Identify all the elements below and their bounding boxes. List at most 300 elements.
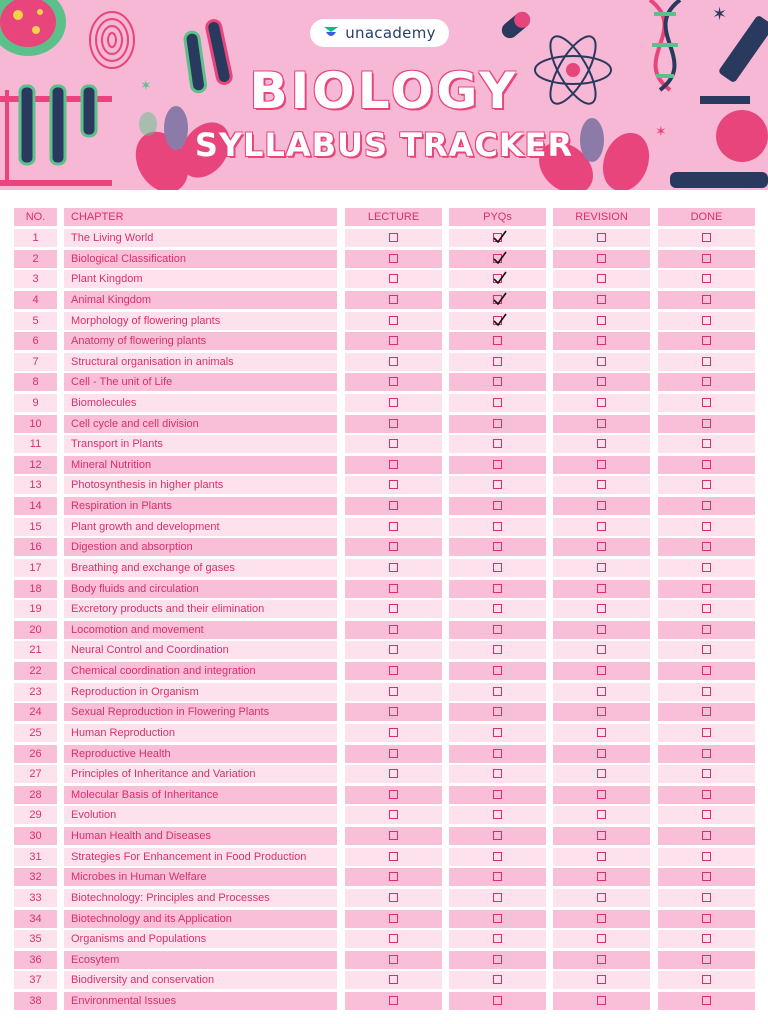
chapter-name: Morphology of flowering plants xyxy=(64,312,337,330)
pyqs-cell xyxy=(449,538,546,556)
revision-cell xyxy=(553,910,650,928)
revision-cell xyxy=(553,291,650,309)
fingerprint-icon xyxy=(90,12,134,68)
lecture-checkbox[interactable] xyxy=(389,439,398,448)
lecture-cell xyxy=(345,456,442,474)
revision-checkbox[interactable] xyxy=(597,872,606,881)
done-cell xyxy=(658,312,755,330)
lecture-cell xyxy=(345,724,442,742)
pyqs-checkbox[interactable] xyxy=(493,831,502,840)
done-cell xyxy=(658,930,755,948)
done-checkbox[interactable] xyxy=(702,666,711,675)
done-checkbox[interactable] xyxy=(702,584,711,593)
table-header-row xyxy=(0,208,768,226)
done-checkbox[interactable] xyxy=(702,254,711,263)
done-checkbox[interactable] xyxy=(702,274,711,283)
revision-checkbox[interactable] xyxy=(597,316,606,325)
pyqs-checkbox[interactable] xyxy=(493,604,502,613)
done-checkbox[interactable] xyxy=(702,872,711,881)
done-checkbox[interactable] xyxy=(702,852,711,861)
lecture-checkbox[interactable] xyxy=(389,563,398,572)
pyqs-checkbox[interactable] xyxy=(493,687,502,696)
revision-checkbox[interactable] xyxy=(597,769,606,778)
page-title: BIOLOGY xyxy=(249,62,519,120)
pyqs-checkbox[interactable] xyxy=(493,769,502,778)
pyqs-checkbox[interactable] xyxy=(493,666,502,675)
svg-text:✶: ✶ xyxy=(140,77,152,93)
pyqs-checkbox[interactable] xyxy=(493,645,502,654)
chapter-number: 3 xyxy=(14,270,57,288)
lecture-checkbox[interactable] xyxy=(389,852,398,861)
revision-checkbox[interactable] xyxy=(597,893,606,902)
pyqs-cell xyxy=(449,291,546,309)
done-checkbox[interactable] xyxy=(702,934,711,943)
svg-text:✶: ✶ xyxy=(655,123,667,139)
revision-checkbox[interactable] xyxy=(597,996,606,1005)
pyqs-checkbox[interactable] xyxy=(493,563,502,572)
lecture-checkbox[interactable] xyxy=(389,790,398,799)
lecture-checkbox[interactable] xyxy=(389,295,398,304)
table-row xyxy=(0,806,768,824)
chapter-number: 6 xyxy=(14,332,57,350)
lecture-checkbox[interactable] xyxy=(389,274,398,283)
pyqs-checkbox[interactable] xyxy=(493,996,502,1005)
chapter-name: Chemical coordination and integration xyxy=(64,662,337,680)
revision-cell xyxy=(553,559,650,577)
pyqs-cell xyxy=(449,683,546,701)
done-checkbox[interactable] xyxy=(702,790,711,799)
done-cell xyxy=(658,724,755,742)
chapter-number: 24 xyxy=(14,703,57,721)
done-cell xyxy=(658,373,755,391)
column-header-revision: REVISION xyxy=(553,208,650,226)
revision-cell xyxy=(553,621,650,639)
pyqs-checkbox[interactable] xyxy=(493,460,502,469)
lecture-checkbox[interactable] xyxy=(389,357,398,366)
lecture-checkbox[interactable] xyxy=(389,480,398,489)
lecture-cell xyxy=(345,435,442,453)
revision-checkbox[interactable] xyxy=(597,790,606,799)
done-checkbox[interactable] xyxy=(702,687,711,696)
done-checkbox[interactable] xyxy=(702,398,711,407)
lecture-cell xyxy=(345,270,442,288)
done-checkbox[interactable] xyxy=(702,914,711,923)
pyqs-checkbox[interactable] xyxy=(493,707,502,716)
done-checkbox[interactable] xyxy=(702,419,711,428)
revision-checkbox[interactable] xyxy=(597,274,606,283)
lecture-checkbox[interactable] xyxy=(389,914,398,923)
lecture-checkbox[interactable] xyxy=(389,542,398,551)
done-checkbox[interactable] xyxy=(702,377,711,386)
table-row xyxy=(0,951,768,969)
svg-text:✶: ✶ xyxy=(712,4,728,24)
table-row xyxy=(0,930,768,948)
revision-cell xyxy=(553,518,650,536)
pyqs-cell xyxy=(449,827,546,845)
lecture-checkbox[interactable] xyxy=(389,975,398,984)
revision-checkbox[interactable] xyxy=(597,975,606,984)
chapter-name: Cell cycle and cell division xyxy=(64,415,337,433)
table-row xyxy=(0,621,768,639)
pyqs-cell xyxy=(449,765,546,783)
lecture-checkbox[interactable] xyxy=(389,934,398,943)
lecture-checkbox[interactable] xyxy=(389,398,398,407)
done-checkbox[interactable] xyxy=(702,707,711,716)
brand-badge xyxy=(310,19,449,47)
revision-checkbox[interactable] xyxy=(597,955,606,964)
pyqs-cell xyxy=(449,910,546,928)
lecture-checkbox[interactable] xyxy=(389,955,398,964)
done-cell xyxy=(658,559,755,577)
table-row xyxy=(0,703,768,721)
chapter-name: Excretory products and their elimination xyxy=(64,600,337,618)
lecture-cell xyxy=(345,786,442,804)
header-banner xyxy=(0,0,768,190)
lecture-cell xyxy=(345,745,442,763)
lecture-cell xyxy=(345,889,442,907)
chapter-name: Biotechnology: Principles and Processes xyxy=(64,889,337,907)
chapter-number: 12 xyxy=(14,456,57,474)
revision-checkbox[interactable] xyxy=(597,604,606,613)
chapter-name: Anatomy of flowering plants xyxy=(64,332,337,350)
revision-checkbox[interactable] xyxy=(597,439,606,448)
table-row xyxy=(0,312,768,330)
revision-cell xyxy=(553,456,650,474)
pyqs-checkbox[interactable] xyxy=(493,501,502,510)
done-cell xyxy=(658,910,755,928)
done-checkbox[interactable] xyxy=(702,955,711,964)
pyqs-cell xyxy=(449,806,546,824)
done-cell xyxy=(658,745,755,763)
chapter-name: Molecular Basis of Inheritance xyxy=(64,786,337,804)
chapter-number: 17 xyxy=(14,559,57,577)
chapter-number: 34 xyxy=(14,910,57,928)
chapter-number: 20 xyxy=(14,621,57,639)
pyqs-checkbox[interactable] xyxy=(493,955,502,964)
lecture-checkbox[interactable] xyxy=(389,316,398,325)
revision-cell xyxy=(553,332,650,350)
done-checkbox[interactable] xyxy=(702,316,711,325)
chapter-name: Reproductive Health xyxy=(64,745,337,763)
done-checkbox[interactable] xyxy=(702,625,711,634)
pyqs-checkbox[interactable] xyxy=(493,893,502,902)
done-checkbox[interactable] xyxy=(702,501,711,510)
revision-checkbox[interactable] xyxy=(597,584,606,593)
pyqs-cell xyxy=(449,724,546,742)
lecture-cell xyxy=(345,662,442,680)
lecture-checkbox[interactable] xyxy=(389,810,398,819)
pyqs-checkbox[interactable] xyxy=(493,728,502,737)
pyqs-checkbox[interactable] xyxy=(493,790,502,799)
chapter-number: 16 xyxy=(14,538,57,556)
done-checkbox[interactable] xyxy=(702,749,711,758)
done-checkbox[interactable] xyxy=(702,645,711,654)
lecture-checkbox[interactable] xyxy=(389,254,398,263)
column-header-lecture: LECTURE xyxy=(345,208,442,226)
done-checkbox[interactable] xyxy=(702,769,711,778)
pyqs-cell xyxy=(449,971,546,989)
revision-checkbox[interactable] xyxy=(597,645,606,654)
checkmark-icon xyxy=(493,251,507,265)
done-checkbox[interactable] xyxy=(702,728,711,737)
done-checkbox[interactable] xyxy=(702,480,711,489)
done-checkbox[interactable] xyxy=(702,460,711,469)
revision-checkbox[interactable] xyxy=(597,749,606,758)
revision-cell xyxy=(553,538,650,556)
pyqs-cell xyxy=(449,868,546,886)
pyqs-checkbox[interactable] xyxy=(493,852,502,861)
chapter-name: Human Reproduction xyxy=(64,724,337,742)
table-row xyxy=(0,291,768,309)
done-cell xyxy=(658,868,755,886)
lecture-checkbox[interactable] xyxy=(389,996,398,1005)
pyqs-checkbox[interactable] xyxy=(493,872,502,881)
done-checkbox[interactable] xyxy=(702,336,711,345)
pyqs-cell xyxy=(449,456,546,474)
table-row xyxy=(0,641,768,659)
revision-checkbox[interactable] xyxy=(597,254,606,263)
done-cell xyxy=(658,353,755,371)
chapter-name: Evolution xyxy=(64,806,337,824)
revision-cell xyxy=(553,992,650,1010)
chapter-number: 33 xyxy=(14,889,57,907)
revision-checkbox[interactable] xyxy=(597,666,606,675)
pyqs-checkbox[interactable] xyxy=(493,357,502,366)
lecture-cell xyxy=(345,332,442,350)
lecture-checkbox[interactable] xyxy=(389,336,398,345)
lecture-cell xyxy=(345,415,442,433)
chapter-name: Reproduction in Organism xyxy=(64,683,337,701)
lecture-checkbox[interactable] xyxy=(389,769,398,778)
done-checkbox[interactable] xyxy=(702,522,711,531)
revision-checkbox[interactable] xyxy=(597,377,606,386)
pyqs-cell xyxy=(449,951,546,969)
done-cell xyxy=(658,848,755,866)
chapter-number: 22 xyxy=(14,662,57,680)
revision-checkbox[interactable] xyxy=(597,357,606,366)
pyqs-checkbox[interactable] xyxy=(493,749,502,758)
table-row xyxy=(0,435,768,453)
revision-checkbox[interactable] xyxy=(597,625,606,634)
lecture-checkbox[interactable] xyxy=(389,377,398,386)
revision-cell xyxy=(553,848,650,866)
lecture-cell xyxy=(345,641,442,659)
pyqs-checkbox[interactable] xyxy=(493,810,502,819)
lecture-checkbox[interactable] xyxy=(389,645,398,654)
done-cell xyxy=(658,394,755,412)
done-checkbox[interactable] xyxy=(702,604,711,613)
pyqs-cell xyxy=(449,312,546,330)
lecture-checkbox[interactable] xyxy=(389,501,398,510)
lecture-checkbox[interactable] xyxy=(389,707,398,716)
revision-checkbox[interactable] xyxy=(597,831,606,840)
lecture-checkbox[interactable] xyxy=(389,728,398,737)
table-row xyxy=(0,765,768,783)
lecture-cell xyxy=(345,930,442,948)
table-row xyxy=(0,724,768,742)
lecture-checkbox[interactable] xyxy=(389,893,398,902)
revision-checkbox[interactable] xyxy=(597,233,606,242)
pyqs-checkbox[interactable] xyxy=(493,419,502,428)
pyqs-checkbox[interactable] xyxy=(493,914,502,923)
lecture-cell xyxy=(345,765,442,783)
chapter-number: 8 xyxy=(14,373,57,391)
chapter-number: 1 xyxy=(14,229,57,247)
pyqs-checkbox[interactable] xyxy=(493,254,502,263)
done-checkbox[interactable] xyxy=(702,893,711,902)
lecture-checkbox[interactable] xyxy=(389,872,398,881)
pyqs-cell xyxy=(449,848,546,866)
lecture-checkbox[interactable] xyxy=(389,522,398,531)
lecture-checkbox[interactable] xyxy=(389,749,398,758)
revision-cell xyxy=(553,868,650,886)
chapter-name: Respiration in Plants xyxy=(64,497,337,515)
pyqs-checkbox[interactable] xyxy=(493,480,502,489)
revision-cell xyxy=(553,827,650,845)
lecture-checkbox[interactable] xyxy=(389,831,398,840)
pyqs-cell xyxy=(449,600,546,618)
done-checkbox[interactable] xyxy=(702,542,711,551)
pyqs-checkbox[interactable] xyxy=(493,377,502,386)
lecture-cell xyxy=(345,373,442,391)
chapter-name: Digestion and absorption xyxy=(64,538,337,556)
revision-checkbox[interactable] xyxy=(597,852,606,861)
table-row xyxy=(0,992,768,1010)
done-checkbox[interactable] xyxy=(702,439,711,448)
pyqs-checkbox[interactable] xyxy=(493,934,502,943)
done-checkbox[interactable] xyxy=(702,831,711,840)
pyqs-checkbox[interactable] xyxy=(493,439,502,448)
revision-checkbox[interactable] xyxy=(597,687,606,696)
revision-checkbox[interactable] xyxy=(597,480,606,489)
pyqs-cell xyxy=(449,786,546,804)
revision-cell xyxy=(553,250,650,268)
lecture-checkbox[interactable] xyxy=(389,233,398,242)
revision-checkbox[interactable] xyxy=(597,810,606,819)
chapter-number: 14 xyxy=(14,497,57,515)
done-checkbox[interactable] xyxy=(702,357,711,366)
chapter-number: 2 xyxy=(14,250,57,268)
chapter-number: 7 xyxy=(14,353,57,371)
revision-checkbox[interactable] xyxy=(597,563,606,572)
done-checkbox[interactable] xyxy=(702,810,711,819)
revision-cell xyxy=(553,662,650,680)
revision-checkbox[interactable] xyxy=(597,295,606,304)
done-checkbox[interactable] xyxy=(702,996,711,1005)
pyqs-cell xyxy=(449,353,546,371)
chapter-name: The Living World xyxy=(64,229,337,247)
revision-checkbox[interactable] xyxy=(597,728,606,737)
done-checkbox[interactable] xyxy=(702,975,711,984)
lecture-cell xyxy=(345,621,442,639)
revision-checkbox[interactable] xyxy=(597,501,606,510)
pyqs-checkbox[interactable] xyxy=(493,398,502,407)
lecture-cell xyxy=(345,683,442,701)
done-cell xyxy=(658,765,755,783)
chapter-number: 23 xyxy=(14,683,57,701)
revision-checkbox[interactable] xyxy=(597,522,606,531)
done-cell xyxy=(658,270,755,288)
pyqs-checkbox[interactable] xyxy=(493,975,502,984)
chapter-number: 19 xyxy=(14,600,57,618)
done-checkbox[interactable] xyxy=(702,295,711,304)
revision-cell xyxy=(553,435,650,453)
revision-checkbox[interactable] xyxy=(597,914,606,923)
revision-cell xyxy=(553,951,650,969)
pyqs-cell xyxy=(449,394,546,412)
done-checkbox[interactable] xyxy=(702,563,711,572)
column-header-done: DONE xyxy=(658,208,755,226)
table-row xyxy=(0,848,768,866)
chapter-number: 29 xyxy=(14,806,57,824)
pyqs-cell xyxy=(449,270,546,288)
lecture-cell xyxy=(345,538,442,556)
table-row xyxy=(0,415,768,433)
revision-checkbox[interactable] xyxy=(597,398,606,407)
revision-checkbox[interactable] xyxy=(597,419,606,428)
pyqs-checkbox[interactable] xyxy=(493,584,502,593)
pyqs-cell xyxy=(449,373,546,391)
lecture-checkbox[interactable] xyxy=(389,687,398,696)
lecture-checkbox[interactable] xyxy=(389,584,398,593)
pyqs-checkbox[interactable] xyxy=(493,233,502,242)
chapter-name: Biological Classification xyxy=(64,250,337,268)
revision-cell xyxy=(553,765,650,783)
pyqs-checkbox[interactable] xyxy=(493,274,502,283)
chapter-number: 32 xyxy=(14,868,57,886)
lecture-cell xyxy=(345,951,442,969)
lecture-checkbox[interactable] xyxy=(389,419,398,428)
pyqs-cell xyxy=(449,435,546,453)
done-cell xyxy=(658,703,755,721)
lecture-checkbox[interactable] xyxy=(389,604,398,613)
chapter-name: Sexual Reproduction in Flowering Plants xyxy=(64,703,337,721)
chapter-number: 31 xyxy=(14,848,57,866)
revision-checkbox[interactable] xyxy=(597,460,606,469)
chapter-name: Organisms and Populations xyxy=(64,930,337,948)
revision-checkbox[interactable] xyxy=(597,542,606,551)
table-row xyxy=(0,250,768,268)
pyqs-checkbox[interactable] xyxy=(493,542,502,551)
done-checkbox[interactable] xyxy=(702,233,711,242)
chapter-number: 35 xyxy=(14,930,57,948)
pyqs-checkbox[interactable] xyxy=(493,522,502,531)
pyqs-checkbox[interactable] xyxy=(493,316,502,325)
revision-cell xyxy=(553,373,650,391)
pyqs-checkbox[interactable] xyxy=(493,295,502,304)
revision-checkbox[interactable] xyxy=(597,336,606,345)
revision-checkbox[interactable] xyxy=(597,707,606,716)
chapter-name: Environmental Issues xyxy=(64,992,337,1010)
pyqs-checkbox[interactable] xyxy=(493,625,502,634)
table-row xyxy=(0,786,768,804)
chapter-name: Plant Kingdom xyxy=(64,270,337,288)
pyqs-checkbox[interactable] xyxy=(493,336,502,345)
table-row xyxy=(0,683,768,701)
revision-checkbox[interactable] xyxy=(597,934,606,943)
chapter-name: Photosynthesis in higher plants xyxy=(64,476,337,494)
chapter-number: 21 xyxy=(14,641,57,659)
lecture-checkbox[interactable] xyxy=(389,460,398,469)
lecture-checkbox[interactable] xyxy=(389,666,398,675)
lecture-cell xyxy=(345,353,442,371)
table-row xyxy=(0,600,768,618)
lecture-checkbox[interactable] xyxy=(389,625,398,634)
done-cell xyxy=(658,476,755,494)
pyqs-cell xyxy=(449,992,546,1010)
table-row xyxy=(0,745,768,763)
chapter-name: Biodiversity and conservation xyxy=(64,971,337,989)
